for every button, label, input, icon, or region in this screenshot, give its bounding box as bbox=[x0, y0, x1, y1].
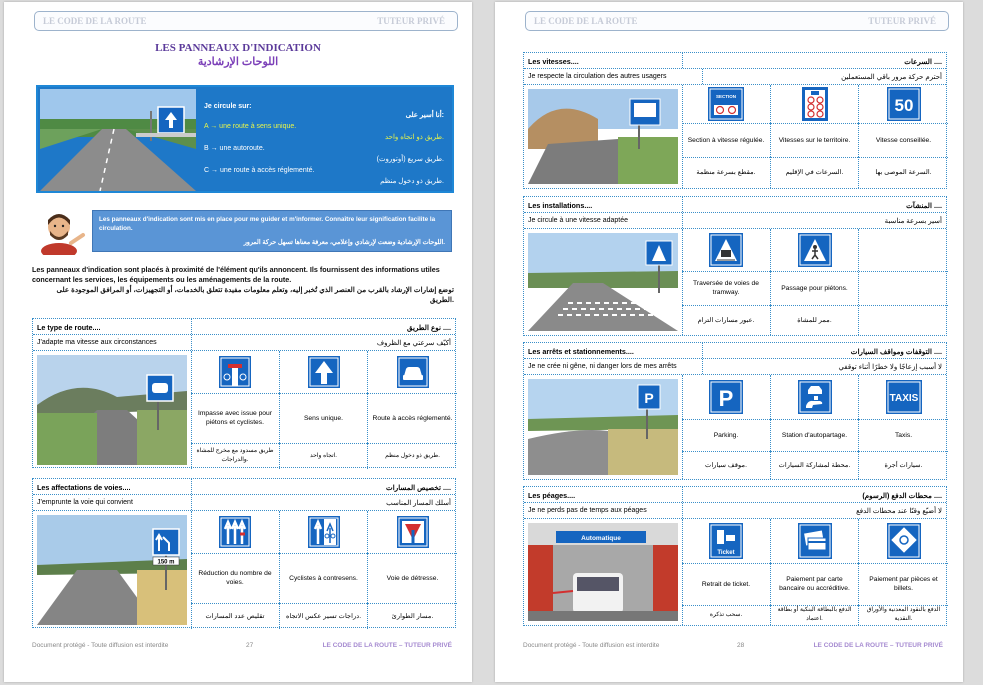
section-heading-fr: Le type de route.... bbox=[37, 323, 101, 332]
sign-one-way bbox=[279, 351, 367, 393]
section-subtitle-fr: Je ne crée ni gêne, ni danger lors de mes arrêts bbox=[528, 363, 677, 370]
page-footer bbox=[495, 642, 963, 654]
section-stops-parking bbox=[523, 342, 947, 480]
section-subtitle-ar: أسير بسرعة مناسبة bbox=[884, 218, 942, 225]
crossing-road-photo bbox=[528, 233, 678, 331]
svg-text:TAXIS: TAXIS bbox=[889, 393, 918, 404]
tram-crossing-icon bbox=[709, 233, 743, 267]
car-icon bbox=[397, 356, 429, 388]
item-label-ar: الدفع بالنقود المعدنية والأوراق النقدية. bbox=[858, 605, 948, 625]
section-speeds bbox=[523, 52, 947, 189]
section-heading-ar: محطات الدفع (الرسوم) .... bbox=[862, 491, 942, 500]
section-heading-fr: Les arrêts et stationnements.... bbox=[528, 347, 634, 356]
national-speed-limits-icon bbox=[802, 87, 828, 121]
lane-reduction-icon bbox=[219, 516, 251, 548]
answer-a-fr: A → une route à sens unique. bbox=[204, 123, 297, 130]
item-label-ar: السرعات في الإقليم. bbox=[770, 157, 858, 188]
intro-question bbox=[200, 89, 450, 189]
page-number: 28 bbox=[737, 642, 745, 649]
item-label-fr: Vitesse conseillée. bbox=[858, 123, 948, 157]
taxi-icon bbox=[886, 380, 922, 414]
item-label-ar: مسار الطوارئ. bbox=[367, 603, 457, 629]
section-subtitle-ar: أسلك المسار المناسب bbox=[386, 500, 451, 507]
item-label-ar: دراجات تسير عكس الاتجاه. bbox=[279, 603, 367, 629]
credit-card-icon bbox=[798, 523, 832, 559]
item-label-fr: Parking. bbox=[713, 431, 739, 439]
answer-b-fr: B → une autoroute. bbox=[204, 145, 265, 152]
ticket-icon bbox=[709, 523, 743, 559]
item-label-ar: سحب تذكرة. bbox=[709, 611, 743, 618]
svg-text:Automatique: Automatique bbox=[581, 535, 621, 542]
svg-text:P: P bbox=[718, 386, 734, 411]
sign-card-payment bbox=[770, 519, 858, 563]
item-label-fr: Retrait de ticket. bbox=[701, 580, 751, 588]
highway-photo bbox=[40, 89, 196, 191]
item-label-fr: Vitesses sur le territoire. bbox=[770, 123, 858, 157]
advised-speed-50-icon bbox=[887, 87, 921, 121]
header-right: TUTEUR PRIVÉ bbox=[377, 16, 445, 26]
footer-brand: LE CODE DE LA ROUTE – TUTEUR PRIVÉ bbox=[813, 642, 943, 649]
item-label-ar: ممر للمشاة. bbox=[770, 305, 858, 335]
footer-notice: Document protégé - Toute diffusion est interdite bbox=[32, 642, 169, 649]
section-subtitle-fr: J'emprunte la voie qui convient bbox=[37, 499, 133, 506]
item-label-ar: مقطع بسرعة منظمة. bbox=[696, 169, 756, 176]
page-header bbox=[34, 11, 458, 31]
speed-section-icon bbox=[708, 87, 744, 121]
section-subtitle-ar: لا أسبب إزعاجًا ولا خطرًا أثناء توقفي bbox=[838, 364, 942, 371]
item-label-fr: Taxis. bbox=[858, 419, 948, 451]
section-heading-ar: المنشآت .... bbox=[906, 201, 942, 210]
section-subtitle-fr: Je respecte la circulation des autres usagers bbox=[528, 73, 667, 80]
question-fr: Je circule sur: bbox=[204, 103, 252, 110]
dead-end-icon bbox=[219, 356, 251, 388]
item-label-ar: طريق مسدود مع مخرج للمشاة والدراجات. bbox=[196, 448, 274, 463]
sign-tram-crossing bbox=[682, 229, 770, 271]
intro-box bbox=[36, 85, 454, 193]
sign-ticket bbox=[682, 519, 770, 563]
body-paragraph bbox=[32, 265, 454, 305]
item-label-fr: Station d'autopartage. bbox=[770, 419, 858, 451]
section-subtitle-ar: لا أضيّع وقتًا عند محطات الدفع bbox=[856, 508, 942, 515]
item-label-ar: سيارات أجرة. bbox=[858, 451, 948, 479]
answer-c-fr: C → une route à accès réglementé. bbox=[204, 167, 315, 174]
item-label-fr: Sens unique. bbox=[279, 393, 367, 443]
section-heading-fr: Les installations.... bbox=[528, 201, 593, 210]
item-label-ar: موقف سيارات. bbox=[705, 461, 747, 469]
parking-road-photo bbox=[528, 379, 678, 475]
page-header bbox=[525, 11, 949, 31]
section-subtitle-fr: J'adapte ma vitesse aux circonstances bbox=[37, 339, 157, 346]
answer-c-ar: طريق ذو دخول منظم. bbox=[380, 178, 444, 185]
sign-advised-speed bbox=[858, 85, 948, 123]
callout-fr: Les panneaux d'indication sont mis en place pour me guider et m'informer. Connaître leur signification facilite la circulation. bbox=[99, 216, 436, 232]
item-label-fr: Réduction du nombre de voies. bbox=[198, 570, 272, 586]
sign-parking bbox=[682, 375, 770, 419]
parking-p-icon bbox=[709, 380, 743, 414]
sign-dead-end-pedestrians bbox=[191, 351, 279, 393]
emergency-lane-icon bbox=[397, 516, 429, 548]
section-subtitle-ar: أكيّف سرعتي مع الظروف bbox=[376, 340, 451, 347]
sign-taxis bbox=[858, 375, 948, 419]
sign-national-speeds bbox=[770, 85, 858, 123]
car-sharing-icon bbox=[798, 380, 832, 414]
photo-distance-label: 150 m bbox=[157, 559, 175, 566]
page-28 bbox=[495, 2, 963, 682]
sign-emergency-lane bbox=[367, 511, 457, 553]
item-label-fr: Section à vitesse régulée. bbox=[687, 136, 765, 144]
coins-bills-icon bbox=[887, 523, 921, 559]
item-label-fr: Impasse avec issue pour piétons et cyclistes. bbox=[198, 410, 272, 426]
page-number: 27 bbox=[246, 642, 254, 649]
section-installations bbox=[523, 196, 947, 336]
item-label-ar: تقليص عدد المسارات bbox=[205, 612, 265, 620]
item-label-fr: Cyclistes à contresens. bbox=[279, 553, 367, 603]
section-tolls bbox=[523, 486, 947, 626]
item-label-fr: Traversée de voies de tramway. bbox=[693, 280, 759, 296]
item-label-ar: محطة لمشاركة السيارات. bbox=[770, 451, 858, 479]
svg-text:Ticket: Ticket bbox=[717, 550, 735, 556]
item-label-fr: Passage pour piétons. bbox=[770, 271, 858, 305]
mountain-road-photo bbox=[528, 89, 678, 184]
page-title-arabic: اللوحات الإرشادية bbox=[197, 56, 279, 68]
sign-cash-payment bbox=[858, 519, 948, 563]
section-lane-assignment bbox=[32, 478, 456, 628]
section-subtitle-ar: أحترم حركة مرور باقي المستعملين bbox=[841, 74, 942, 81]
item-label-ar: طريق ذو دخول منظم. bbox=[367, 443, 457, 469]
svg-text:50: 50 bbox=[894, 96, 913, 115]
section-heading-fr: Les affectations de voies.... bbox=[37, 483, 131, 492]
callout-ar: اللوحات الإرشادية وضعت لإرشادي وإعلامي، معرفة معناها تسهل حركة المرور. bbox=[243, 239, 445, 246]
section-heading-fr: Les péages.... bbox=[528, 491, 576, 500]
question-ar: أنا أسير على: bbox=[405, 112, 444, 119]
toll-booth-photo bbox=[528, 523, 678, 621]
header-right: TUTEUR PRIVÉ bbox=[868, 16, 936, 26]
item-label-fr: Route à accès réglementé. bbox=[367, 393, 457, 443]
item-label-ar: عبور مسارات الترام. bbox=[697, 316, 755, 324]
item-label-ar: السرعة الموصى بها. bbox=[858, 157, 948, 188]
avatar bbox=[37, 207, 87, 255]
item-label-ar: الدفع بالبطاقة البنكية أو بطاقة اعتماد. bbox=[770, 605, 858, 625]
svg-text:SECTION: SECTION bbox=[715, 94, 737, 99]
footer-brand: LE CODE DE LA ROUTE – TUTEUR PRIVÉ bbox=[322, 642, 452, 649]
section-heading-ar: السرعات .... bbox=[904, 57, 942, 66]
section-subtitle-fr: Je ne perds pas de temps aux péages bbox=[528, 507, 647, 514]
info-callout bbox=[92, 210, 452, 252]
item-label-ar: اتجاه واحد. bbox=[279, 443, 367, 469]
sign-lane-reduction bbox=[191, 511, 279, 553]
svg-text:P: P bbox=[644, 390, 654, 406]
lane-road-photo bbox=[37, 515, 187, 625]
page-title: LES PANNEAUX D'INDICATION bbox=[155, 42, 321, 54]
section-heading-ar: نوع الطريق .... bbox=[406, 323, 451, 332]
answer-b-ar: طريق سريع (أوتوروت). bbox=[376, 156, 444, 163]
one-way-arrow-icon bbox=[308, 356, 340, 388]
page-27 bbox=[4, 2, 472, 682]
sign-car-sharing bbox=[770, 375, 858, 419]
item-label-fr: Paiement par carte bancaire ou accréditive. bbox=[770, 563, 858, 605]
bicycle-contraflow-icon bbox=[308, 516, 340, 548]
section-heading-fr: Les vitesses.... bbox=[528, 57, 579, 66]
body-fr: Les panneaux d'indication sont placés à proximité de l'élément qu'ils annoncent. Ils fournissent des informations utiles concernant les services, les équipements ou les aménagements de la route. bbox=[32, 265, 440, 284]
section-heading-ar: تخصيص المسارات .... bbox=[385, 483, 451, 492]
header-left: LE CODE DE LA ROUTE bbox=[43, 16, 147, 26]
page-footer bbox=[4, 642, 472, 654]
body-ar: توضع إشارات الإرشاد بالقرب من العنصر الذي تُخبر إليه، وتعلم معلومات مفيدة تتعلق بالخدمات، أو التجهيزات، أو المرافق الموجودة على الطريق. bbox=[56, 285, 454, 304]
section-heading-ar: التوقفات ومواقف السيارات .... bbox=[850, 347, 942, 356]
sign-regulated-speed-section bbox=[682, 85, 770, 123]
section-route-type bbox=[32, 318, 456, 468]
footer-notice: Document protégé - Toute diffusion est interdite bbox=[523, 642, 660, 649]
header-left: LE CODE DE LA ROUTE bbox=[534, 16, 638, 26]
item-label-fr: Paiement par pièces et billets. bbox=[858, 563, 948, 605]
pedestrian-crossing-icon bbox=[798, 233, 832, 267]
item-label-fr: Voie de détresse. bbox=[367, 553, 457, 603]
sign-pedestrian-crossing bbox=[770, 229, 858, 271]
sign-contraflow-cyclists bbox=[279, 511, 367, 553]
sign-regulated-access bbox=[367, 351, 457, 393]
section-subtitle-fr: Je circule à une vitesse adaptée bbox=[528, 217, 629, 224]
road-photo bbox=[37, 355, 187, 465]
answer-a-ar: طريق ذو اتجاه واحد. bbox=[384, 134, 444, 141]
